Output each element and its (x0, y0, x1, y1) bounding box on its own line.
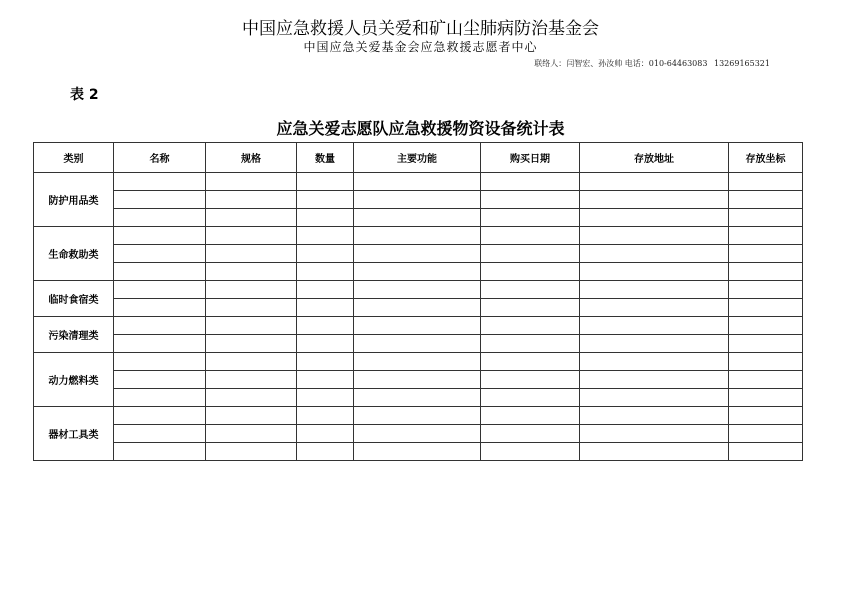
col-header-category: 类别 (34, 143, 114, 173)
data-cell[interactable] (354, 407, 481, 425)
form-title: 应急关爱志愿队应急救援物资设备统计表 (276, 119, 565, 138)
data-cell[interactable] (729, 407, 803, 425)
data-cell[interactable] (354, 425, 481, 443)
data-cell[interactable] (354, 209, 481, 227)
col-header-quantity: 数量 (297, 143, 354, 173)
data-cell[interactable] (354, 245, 481, 263)
data-cell[interactable] (206, 335, 297, 353)
data-cell[interactable] (481, 173, 580, 191)
table-row (34, 317, 803, 335)
data-cell[interactable] (481, 191, 580, 209)
org-title: 中国应急救援人员关爱和矿山尘肺病防治基金会 (242, 19, 599, 39)
table-row (34, 209, 803, 227)
data-cell[interactable] (481, 317, 580, 335)
data-cell[interactable] (206, 173, 297, 191)
table-row (34, 299, 803, 317)
data-cell[interactable] (297, 299, 354, 317)
table-row (34, 245, 803, 263)
data-cell[interactable] (580, 353, 729, 371)
data-cell[interactable] (481, 209, 580, 227)
data-cell[interactable] (206, 443, 297, 461)
data-cell[interactable] (729, 443, 803, 461)
data-cell[interactable] (729, 299, 803, 317)
data-cell[interactable] (297, 389, 354, 407)
data-cell[interactable] (729, 371, 803, 389)
col-header-purchase-date: 购买日期 (481, 143, 580, 173)
data-cell[interactable] (729, 317, 803, 335)
data-cell[interactable] (114, 425, 206, 443)
category-cell: 防护用品类 (34, 173, 114, 227)
data-cell[interactable] (580, 425, 729, 443)
data-cell[interactable] (729, 389, 803, 407)
data-cell[interactable] (297, 191, 354, 209)
data-cell[interactable] (206, 263, 297, 281)
data-cell[interactable] (114, 443, 206, 461)
data-cell[interactable] (354, 371, 481, 389)
col-header-storage-address: 存放地址 (580, 143, 729, 173)
data-cell[interactable] (354, 299, 481, 317)
data-cell[interactable] (729, 335, 803, 353)
data-cell[interactable] (297, 281, 354, 299)
table-row (34, 425, 803, 443)
data-cell[interactable] (580, 407, 729, 425)
data-cell[interactable] (297, 335, 354, 353)
data-cell[interactable] (481, 281, 580, 299)
data-cell[interactable] (206, 371, 297, 389)
data-cell[interactable] (354, 281, 481, 299)
data-cell[interactable] (481, 335, 580, 353)
data-cell[interactable] (580, 245, 729, 263)
data-cell[interactable] (206, 299, 297, 317)
data-cell[interactable] (114, 371, 206, 389)
data-cell[interactable] (481, 389, 580, 407)
data-cell[interactable] (481, 227, 580, 245)
data-cell[interactable] (297, 209, 354, 227)
data-cell[interactable] (354, 317, 481, 335)
data-cell[interactable] (114, 335, 206, 353)
table-row (34, 335, 803, 353)
data-cell[interactable] (729, 245, 803, 263)
data-cell[interactable] (580, 389, 729, 407)
data-cell[interactable] (297, 425, 354, 443)
data-cell[interactable] (481, 353, 580, 371)
data-cell[interactable] (114, 407, 206, 425)
contact-info (530, 58, 770, 69)
table-row (34, 407, 803, 425)
data-cell[interactable] (206, 209, 297, 227)
category-cell: 生命救助类 (34, 227, 114, 281)
col-header-storage-coords: 存放坐标 (729, 143, 803, 173)
data-cell[interactable] (354, 263, 481, 281)
category-cell: 污染清理类 (34, 317, 114, 353)
table-number: 表 2 (70, 87, 99, 103)
data-cell[interactable] (580, 191, 729, 209)
table-row (34, 173, 803, 191)
data-cell[interactable] (729, 353, 803, 371)
data-cell[interactable] (206, 227, 297, 245)
data-cell[interactable] (354, 227, 481, 245)
data-cell[interactable] (729, 209, 803, 227)
data-cell[interactable] (729, 425, 803, 443)
data-cell[interactable] (297, 245, 354, 263)
contact-label: 联络人：闫智宏、孙汝帅 电话：010-64463083 (534, 59, 708, 68)
data-cell[interactable] (297, 317, 354, 335)
data-cell[interactable] (729, 173, 803, 191)
data-cell[interactable] (206, 407, 297, 425)
data-cell[interactable] (580, 317, 729, 335)
data-cell[interactable] (580, 263, 729, 281)
data-cell[interactable] (206, 245, 297, 263)
table-row (34, 443, 803, 461)
data-cell[interactable] (354, 173, 481, 191)
data-cell[interactable] (114, 245, 206, 263)
table-row (34, 389, 803, 407)
data-cell[interactable] (114, 317, 206, 335)
data-cell[interactable] (114, 173, 206, 191)
data-cell[interactable] (114, 281, 206, 299)
data-cell[interactable] (481, 245, 580, 263)
data-cell[interactable] (354, 353, 481, 371)
data-cell[interactable] (354, 335, 481, 353)
data-cell[interactable] (114, 299, 206, 317)
data-cell[interactable] (481, 299, 580, 317)
data-cell[interactable] (481, 263, 580, 281)
data-cell[interactable] (481, 371, 580, 389)
table-row (34, 191, 803, 209)
data-cell[interactable] (114, 389, 206, 407)
data-cell[interactable] (297, 353, 354, 371)
data-cell[interactable] (729, 263, 803, 281)
col-header-spec: 规格 (206, 143, 297, 173)
data-cell[interactable] (729, 281, 803, 299)
data-cell[interactable] (580, 173, 729, 191)
data-cell[interactable] (297, 227, 354, 245)
category-cell: 临时食宿类 (34, 281, 114, 317)
data-cell[interactable] (481, 443, 580, 461)
data-cell[interactable] (297, 371, 354, 389)
table-body (34, 173, 803, 461)
table-row (34, 353, 803, 371)
table-row (34, 371, 803, 389)
data-cell[interactable] (580, 335, 729, 353)
col-header-function: 主要功能 (354, 143, 481, 173)
data-cell[interactable] (206, 317, 297, 335)
category-cell: 动力燃料类 (34, 353, 114, 407)
data-cell[interactable] (354, 389, 481, 407)
data-cell[interactable] (580, 209, 729, 227)
contact-phone-2: 13269165321 (714, 59, 770, 68)
data-cell[interactable] (481, 407, 580, 425)
data-cell[interactable] (580, 281, 729, 299)
data-cell[interactable] (580, 227, 729, 245)
table-row (34, 227, 803, 245)
data-cell[interactable] (580, 443, 729, 461)
table-header-row (34, 143, 803, 173)
data-cell[interactable] (206, 281, 297, 299)
equipment-statistics-table (33, 142, 803, 461)
data-cell[interactable] (729, 191, 803, 209)
data-cell[interactable] (114, 209, 206, 227)
category-cell: 器材工具类 (34, 407, 114, 461)
data-cell[interactable] (481, 425, 580, 443)
data-cell[interactable] (206, 389, 297, 407)
data-cell[interactable] (114, 353, 206, 371)
center-subtitle: 中国应急关爱基金会应急救援志愿者中心 (303, 40, 538, 54)
table-row (34, 281, 803, 299)
data-cell[interactable] (206, 191, 297, 209)
data-cell[interactable] (729, 227, 803, 245)
col-header-name: 名称 (114, 143, 206, 173)
data-cell[interactable] (297, 173, 354, 191)
data-cell[interactable] (206, 353, 297, 371)
data-cell[interactable] (114, 191, 206, 209)
data-cell[interactable] (354, 191, 481, 209)
data-cell[interactable] (580, 299, 729, 317)
data-cell[interactable] (297, 407, 354, 425)
data-cell[interactable] (114, 227, 206, 245)
data-cell[interactable] (580, 371, 729, 389)
data-cell[interactable] (206, 425, 297, 443)
data-cell[interactable] (297, 263, 354, 281)
data-cell[interactable] (114, 263, 206, 281)
data-cell[interactable] (354, 443, 481, 461)
data-cell[interactable] (297, 443, 354, 461)
table-row (34, 263, 803, 281)
